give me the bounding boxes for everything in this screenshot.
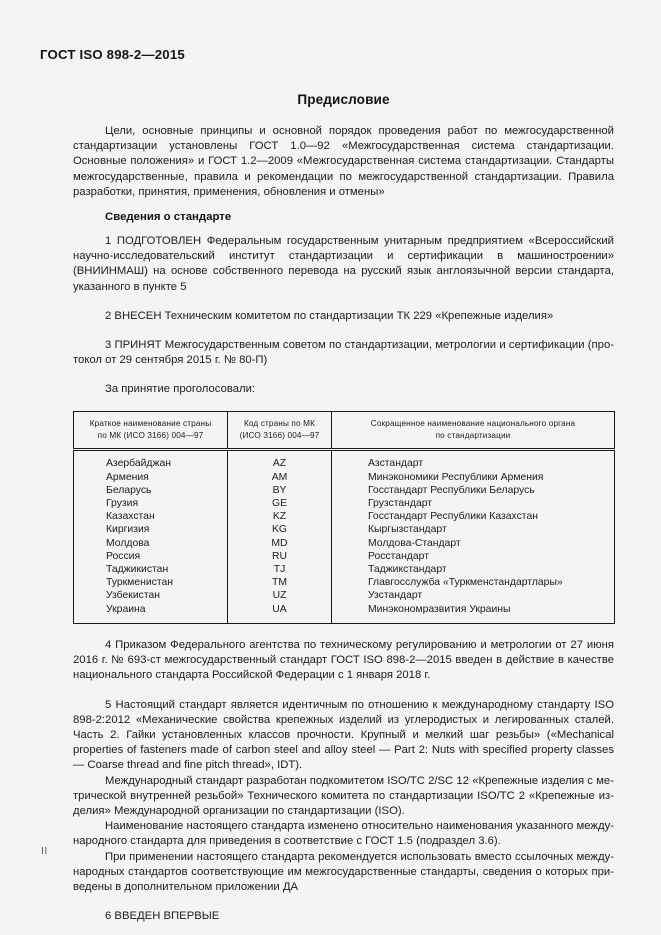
cell-country: Россия (74, 550, 228, 563)
cell-country: Грузия (74, 497, 228, 510)
cell-country: Таджикистан (74, 563, 228, 576)
cell-body: Минэкономразвития Украины (332, 603, 615, 624)
spacer (73, 624, 614, 638)
table-row (74, 471, 615, 484)
paragraph-intro: Цели, основные принципы и основной порядок проведения работ по межгосударственной стандартизации установлены ГОСТ 1.0—92 «Межгосударственная система стандартизации. Основные положения» и ГОСТ 1.2—2009 «Межгосударственная система стандартизации. Стандарты межгосударственные, правила и рекомендации по межгосударственной стандартизации. Правила разработки, принятия, применения, обновления и отмены» (73, 125, 614, 198)
cell-body: Молдова-Стандарт (332, 537, 615, 550)
cell-code: MD (228, 537, 332, 550)
column-header-country-line-2: по МК (ИСО 3166) 004—97 (97, 431, 204, 441)
column-header-body (332, 411, 615, 450)
table-row (74, 450, 615, 471)
cell-code: BY (228, 484, 332, 497)
vote-table-container (73, 411, 614, 624)
paragraph-item-5: 5 Настоящий стандарт является идентичным по отношению к международному стандарту ISO 898-2:2012 «Механические свойства крепежных изделий из углеродистых и легированных сталей. Часть 2. Гайки установленных классов прочности. Крупный и мелкий шаг резьбы» («Mechanical properties of fasteners made of carbon steel and alloy steel — Part 2: Nuts with specified property classes — Coarse thread and fine pitch thread», IDT). (73, 698, 614, 772)
cell-code: KG (228, 523, 332, 536)
column-header-code (228, 411, 332, 450)
table-row (74, 576, 615, 589)
column-header-country (74, 411, 228, 450)
cell-code: TJ (228, 563, 332, 576)
paragraph-vote-lead-in: За принятие проголосовали: (105, 383, 256, 396)
cell-body: Узстандарт (332, 589, 615, 602)
paragraph-item-4: 4 Приказом Федерального агентства по техническому регулированию и метрологии от 27 июня 2016 г. № 693-ст межгосударственный стандарт ГОСТ ISO 898-2—2015 введен в действие в качестве национального стандарта Российской Федерации с 1 января 2018 г. (73, 638, 614, 682)
subheading-standard-info: Сведения о стандарте (105, 211, 232, 224)
cell-body: Кыргызстандарт (332, 523, 615, 536)
cell-country: Казахстан (74, 510, 228, 523)
spacer (73, 200, 614, 211)
cell-code: RU (228, 550, 332, 563)
cell-country: Киргизия (74, 523, 228, 536)
table-row (74, 510, 615, 523)
page-number: II (41, 845, 48, 857)
spacer (73, 324, 614, 338)
paragraph-item-5-sub-3: При применении настоящего стандарта рекомендуется использовать вместо ссылочных международных стандартов соответствующие им межгосударственные стандарты, сведения о которых приведены в дополнительном приложении ДА (73, 850, 614, 893)
cell-code: TM (228, 576, 332, 589)
cell-body: Минэкономики Республики Армения (332, 471, 615, 484)
paragraph-item-6: 6 ВВЕДЕН ВПЕРВЫЕ (105, 910, 220, 923)
paragraph-item-2: 2 ВНЕСЕН Техническим комитетом по стандартизации ТК 229 «Крепежные изделия» (105, 309, 554, 322)
cell-country: Украина (74, 603, 228, 624)
cell-body: Росстандарт (332, 550, 615, 563)
cell-body: Госстандарт Республики Казахстан (332, 510, 615, 523)
table-row (74, 497, 615, 510)
spacer (73, 295, 614, 309)
cell-country: Молдова (74, 537, 228, 550)
paragraph-item-5-sub-2: Наименование настоящего стандарта изменено относительно наименования указанного международного стандарта для приведения в соответствие с ГОСТ 1.5 (подраздел 3.6). (73, 820, 614, 848)
column-header-country-line-1: Краткое наименование страны (89, 418, 212, 428)
cell-body: Госстандарт Республики Беларусь (332, 484, 615, 497)
spacer (73, 684, 614, 698)
column-header-code-line-2: (ИСО 3166) 004—97 (239, 431, 320, 441)
column-header-body-line-1: Сокращенное наименование национального органа (370, 418, 576, 428)
vote-table (73, 411, 615, 624)
cell-country: Азербайджан (74, 450, 228, 471)
page-title: Предисловие (297, 92, 390, 107)
cell-code: UZ (228, 589, 332, 602)
cell-code: AM (228, 471, 332, 484)
column-header-code-line-1: Код страны по МК (243, 418, 316, 428)
cell-body: Азстандарт (332, 450, 615, 471)
spacer (73, 368, 614, 382)
spacer (73, 895, 614, 909)
paragraph-item-5-sub-1: Международный стандарт разработан подкомитетом ISO/TC 2/SC 12 «Крепежные изделия с метрической внутренней резьбой» Технического комитета по стандартизации ISO/TC 2 «Крепежные изделия» Международной организации по стандартизации (ISO). (73, 774, 614, 817)
table-header-row (74, 411, 615, 450)
vote-table-head (74, 411, 615, 450)
paragraph-item-1: 1 ПОДГОТОВЛЕН Федеральным государственным унитарным предприятием «Всероссийский научно-исследовательский институт стандартизации и сертификации в машиностроении» (ВНИИНМАШ) на основе собственного перевода на русский язык англоязычной версии стандарта, указанного в пункте 5 (73, 235, 614, 293)
table-row (74, 484, 615, 497)
spacer (73, 223, 614, 234)
column-header-body-line-2: по стандартизации (435, 431, 511, 441)
table-row (74, 589, 615, 602)
cell-body: Таджикстандарт (332, 563, 615, 576)
cell-code: AZ (228, 450, 332, 471)
cell-code: GE (228, 497, 332, 510)
table-row (74, 523, 615, 536)
cell-country: Узбекистан (74, 589, 228, 602)
cell-body: Грузстандарт (332, 497, 615, 510)
paragraph-item-3: 3 ПРИНЯТ Межгосударственным советом по стандартизации, метрологии и сертификации (протокол от 29 сентября 2015 г. № 80-П) (73, 339, 614, 367)
table-row (74, 603, 615, 624)
running-header: ГОСТ ISO 898-2—2015 (40, 47, 185, 62)
table-row (74, 550, 615, 563)
cell-code: KZ (228, 510, 332, 523)
vote-table-body (74, 450, 615, 623)
table-row (74, 563, 615, 576)
cell-body: Главгосслужба «Туркменстандартлары» (332, 576, 615, 589)
cell-country: Армения (74, 471, 228, 484)
cell-code: UA (228, 603, 332, 624)
table-row (74, 537, 615, 550)
page-content (73, 92, 614, 924)
cell-country: Беларусь (74, 484, 228, 497)
cell-country: Туркменистан (74, 576, 228, 589)
